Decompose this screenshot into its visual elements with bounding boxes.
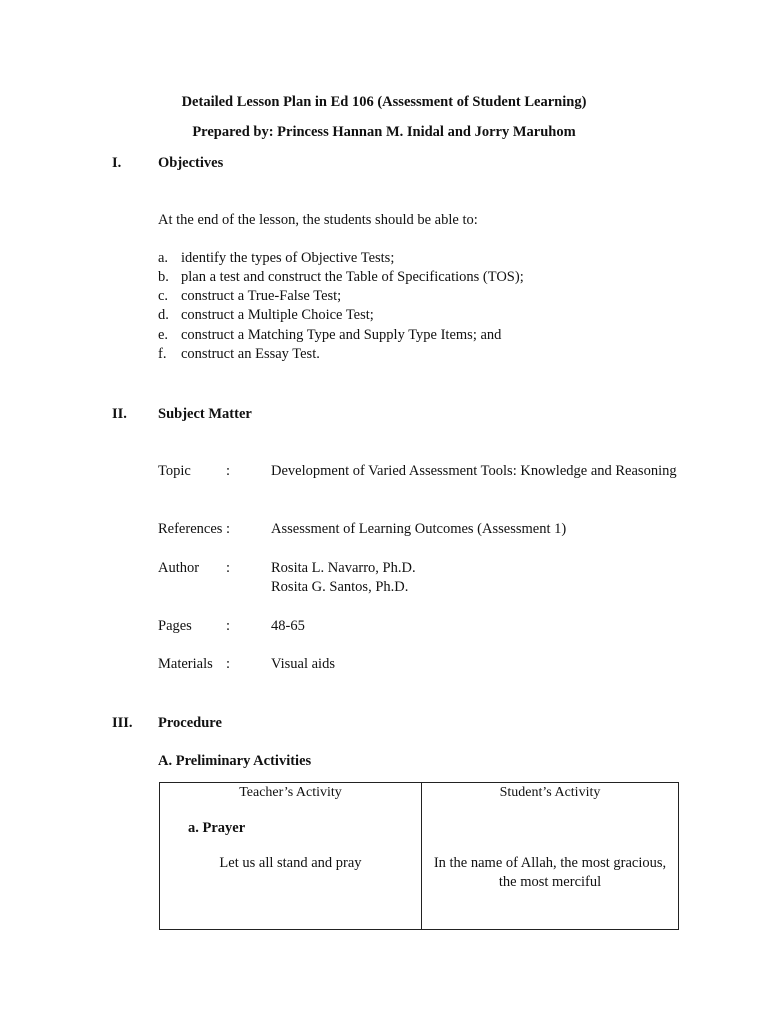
section-title-objectives: Objectives xyxy=(158,155,224,171)
prepared-by: Prepared by: Princess Hannan M. Inidal and Jorry Maruhom xyxy=(192,124,576,140)
subject-colon: : xyxy=(226,521,231,537)
subject-label: Materials xyxy=(158,656,213,672)
subject-value-secondary: Rosita G. Santos, Ph.D. xyxy=(271,579,409,595)
student-activity-line-2: the most merciful xyxy=(498,874,602,890)
list-item-letter: d. xyxy=(158,307,169,323)
student-activity-cell xyxy=(422,783,679,930)
subject-label: Author xyxy=(158,560,200,576)
prayer-label: a. Prayer xyxy=(188,820,246,836)
list-item-text: construct a True-False Test; xyxy=(181,288,342,304)
document-title: Detailed Lesson Plan in Ed 106 (Assessment of Student Learning) xyxy=(181,94,587,110)
list-item-text: plan a test and construct the Table of Specifications (TOS); xyxy=(181,269,524,285)
subject-colon: : xyxy=(226,560,231,576)
column-header-student: Student’s Activity xyxy=(499,785,601,800)
objectives-intro: At the end of the lesson, the students should be able to: xyxy=(158,212,478,228)
student-activity-line-1: In the name of Allah, the most gracious, xyxy=(433,855,667,871)
list-item-letter: f. xyxy=(158,346,167,362)
subject-value: Rosita L. Navarro, Ph.D. xyxy=(271,560,416,576)
list-item-text: construct a Matching Type and Supply Type Items; and xyxy=(181,327,502,343)
subject-label: Pages xyxy=(158,618,192,634)
teacher-activity-text: Let us all stand and pray xyxy=(219,855,362,871)
teacher-activity-cell xyxy=(160,783,422,930)
section-title-procedure: Procedure xyxy=(158,715,222,731)
list-item-letter: a. xyxy=(158,250,169,266)
list-item-text: construct an Essay Test. xyxy=(181,346,320,362)
subject-colon: : xyxy=(226,463,231,479)
subsection-preliminary-activities: A. Preliminary Activities xyxy=(158,753,312,769)
section-number-procedure: III. xyxy=(112,715,133,731)
subject-label: Topic xyxy=(158,463,191,479)
subject-value: 48-65 xyxy=(271,618,305,634)
subject-value: Development of Varied Assessment Tools: Knowledge and Reasoning xyxy=(271,463,677,479)
section-number-subject-matter: II. xyxy=(112,406,127,422)
list-item-letter: c. xyxy=(158,288,169,304)
column-header-teacher: Teacher’s Activity xyxy=(239,785,342,800)
subject-value: Visual aids xyxy=(271,656,335,672)
list-item-text: identify the types of Objective Tests; xyxy=(181,250,395,266)
subject-label: References xyxy=(158,521,223,537)
subject-colon: : xyxy=(226,618,231,634)
list-item-letter: e. xyxy=(158,327,169,343)
section-number-objectives: I. xyxy=(112,155,122,171)
list-item-text: construct a Multiple Choice Test; xyxy=(181,307,374,323)
activity-table xyxy=(159,782,679,930)
subject-value: Assessment of Learning Outcomes (Assessment 1) xyxy=(271,521,567,537)
section-title-subject-matter: Subject Matter xyxy=(158,406,252,422)
subject-colon: : xyxy=(226,656,231,672)
list-item-letter: b. xyxy=(158,269,169,285)
